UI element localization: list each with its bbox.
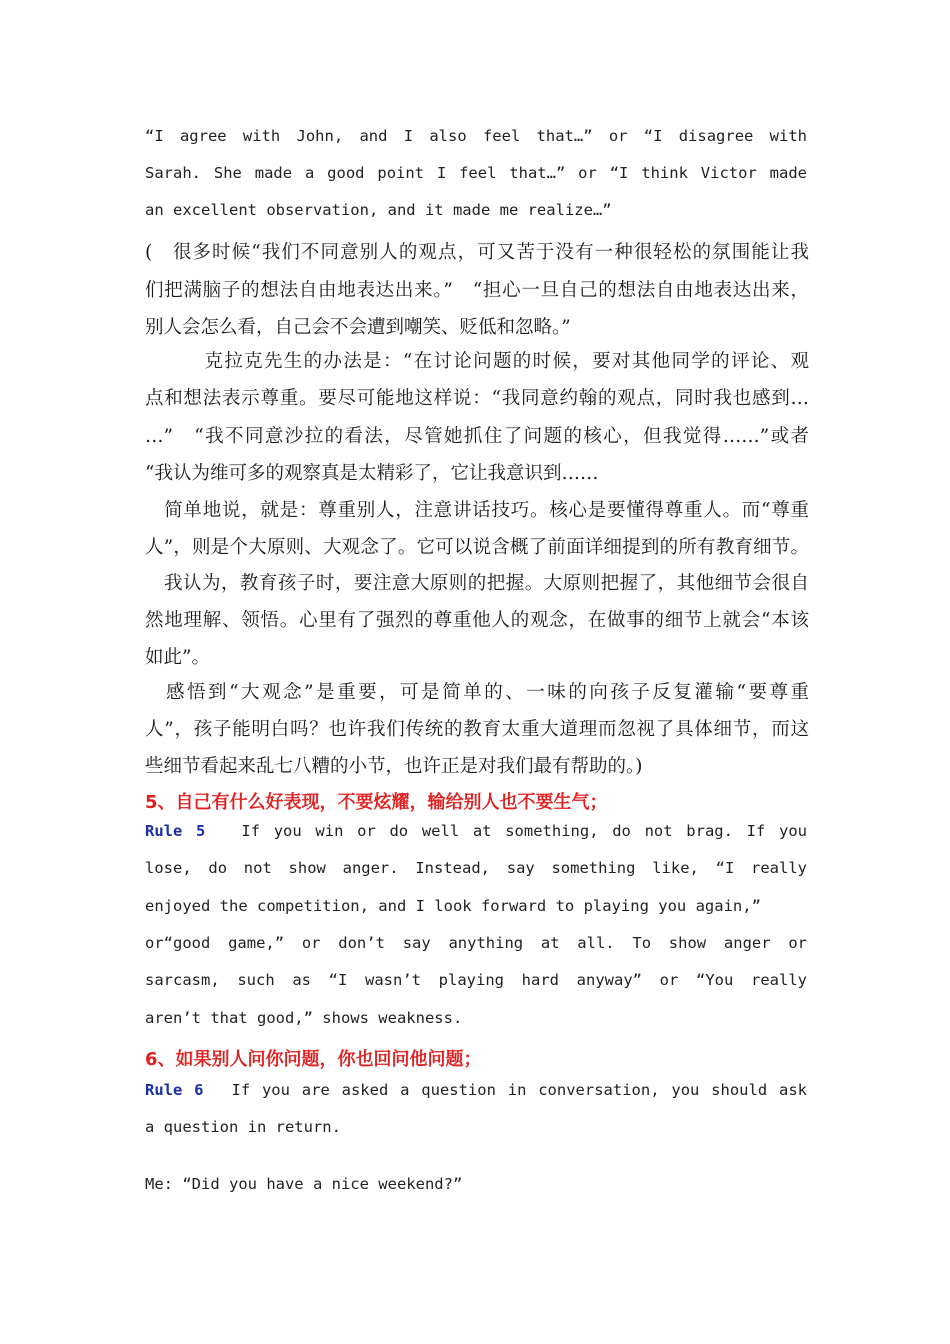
section-heading-5: 5、自己有什么好表现，不要炫耀，输给别人也不要生气； [145,792,608,813]
text-line: If you win or do well at something, do not brag. If you [241,822,807,840]
text-line: 克拉克先生的办法是：“在讨论问题的时候，要对其他同学的评论、观 [145,351,809,372]
text-line: “I agree with John, and I also feel that…” or “I disagree with [145,127,807,145]
text-line: sarcasm, such as “I wasn’t playing hard anyway” or “You really [145,971,807,989]
text-line: “我认为维可多的观察真是太精彩了，它让我意识到…… [145,463,599,484]
section-heading-6: 6、如果别人问你问题，你也回问他问题； [145,1049,482,1070]
dialogue-line: Me: “Did you have a nice weekend?” [145,1175,463,1193]
text-line: 简单地说，就是：尊重别人，注意讲话技巧。核心是要懂得尊重人。而“尊重 [145,500,809,521]
text-line: a question in return. [145,1118,341,1136]
text-line: enjoyed the competition, and I look forward to playing you again,” [145,897,761,915]
text-line: 人”，则是个大原则、大观念了。它可以说含概了前面详细提到的所有教育细节。 [145,537,809,558]
rule5-label: Rule 5 [145,822,206,840]
text-line: 我认为，教育孩子时，要注意大原则的把握。大原则把握了，其他细节会很自 [145,573,809,594]
text-line: If you are asked a question in conversation, you should ask [231,1081,807,1099]
text-line: lose, do not show anger. Instead, say something like, “I really [145,859,807,877]
text-line: 人”，孩子能明白吗？也许我们传统的教育太重大道理而忽视了具体细节，而这 [145,719,809,740]
rule5-first-line [145,822,807,840]
text-line: 点和想法表示尊重。要尽可能地这样说：“我同意约翰的观点，同时我也感到… [145,388,809,409]
text-line: 感悟到“大观念”是重要，可是简单的、一味的向孩子反复灌输“要尊重 [145,682,809,703]
text-line: aren’t that good,” shows weakness. [145,1009,463,1027]
text-line: 们把满脑子的想法自由地表达出来。” “担心一旦自己的想法自由地表达出来， [145,280,809,301]
text-line: an excellent observation, and it made me realize…” [145,201,612,219]
text-line: 别人会怎么看，自己会不会遭到嘲笑、贬低和忽略。” [145,317,571,338]
text-line: Sarah. She made a good point I feel that…” or “I think Victor made [145,164,807,182]
text-line: or“good game,” or don’t say anything at all. To show anger or [145,934,807,952]
text-line: ( 很多时候“我们不同意别人的观点，可又苦于没有一种很轻松的氛围能让我 [145,242,809,263]
text-line: 如此”。 [145,647,210,668]
text-line: 些细节看起来乱七八糟的小节，也许正是对我们最有帮助的。) [145,756,643,777]
text-line: 然地理解、领悟。心里有了强烈的尊重他人的观念，在做事的细节上就会“本该 [145,610,809,631]
rule6-label: Rule 6 [145,1081,204,1099]
text-line: …” “我不同意沙拉的看法，尽管她抓住了问题的核心，但我觉得……”或者 [145,426,809,447]
rule6-first-line [145,1081,807,1099]
